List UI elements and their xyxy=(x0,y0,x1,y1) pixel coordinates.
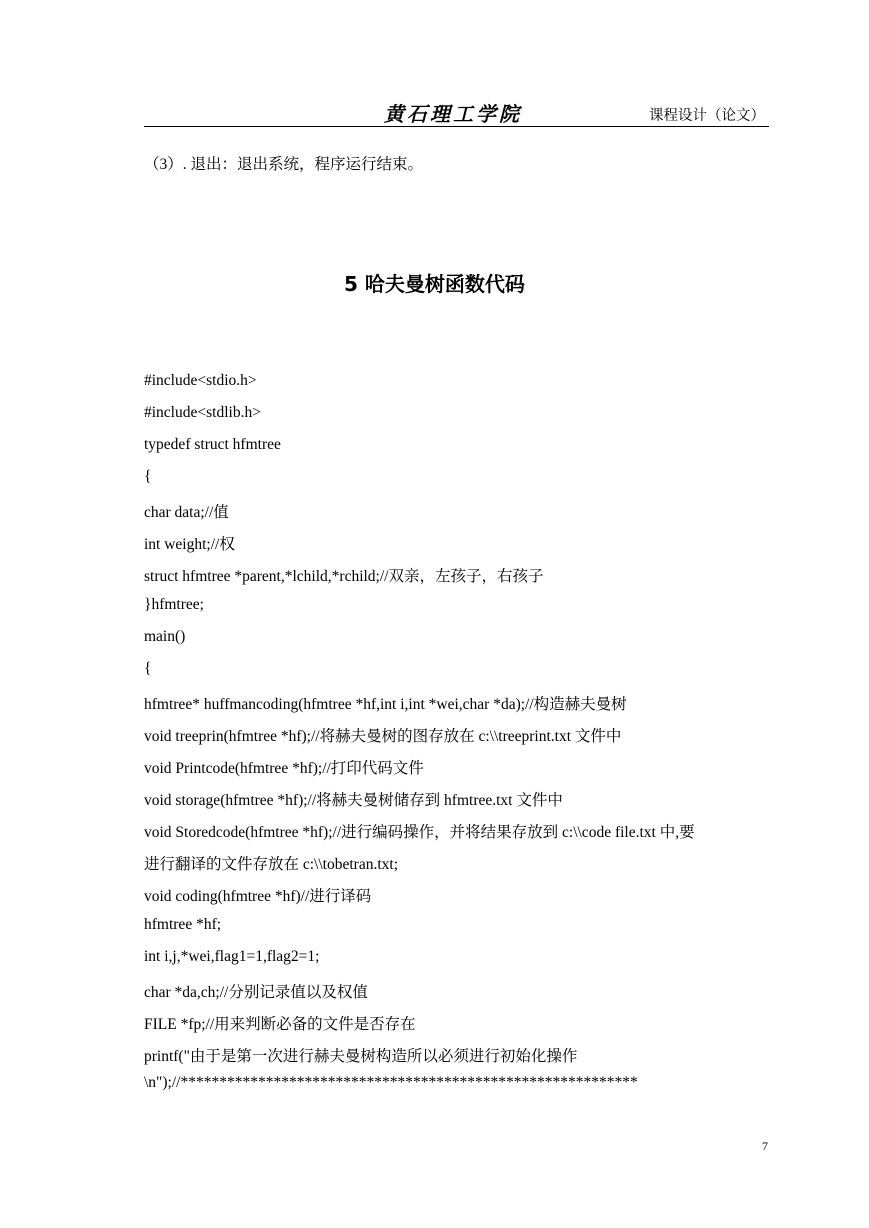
header-course-label: 课程设计（论文） xyxy=(649,108,765,124)
page-number: 7 xyxy=(762,1139,768,1153)
code-line: { xyxy=(144,660,152,677)
code-line: void Storedcode(hfmtree *hf);//进行编码操作，并将结果存放到 c:\\code file.txt 中,要 xyxy=(144,824,695,841)
section-heading: 5 哈夫曼树函数代码 xyxy=(344,272,525,296)
code-line: #include<stdlib.h> xyxy=(144,404,261,421)
code-line: \n");//*********************************************************** xyxy=(144,1074,638,1091)
code-line: int i,j,*wei,flag1=1,flag2=1; xyxy=(144,948,320,965)
code-line: #include<stdio.h> xyxy=(144,372,257,389)
code-line: 进行翻译的文件存放在 c:\\tobetran.txt; xyxy=(144,856,399,873)
code-line: int weight;//权 xyxy=(144,536,235,553)
code-line: typedef struct hfmtree xyxy=(144,436,281,453)
code-line: char *da,ch;//分别记录值以及权值 xyxy=(144,984,368,1001)
code-line: char data;//值 xyxy=(144,504,229,521)
code-line: { xyxy=(144,468,152,485)
code-line: hfmtree *hf; xyxy=(144,916,222,933)
school-logo-text: 黄石理工学院 xyxy=(384,102,522,126)
code-line: main() xyxy=(144,628,186,645)
code-line: void coding(hfmtree *hf)//进行译码 xyxy=(144,888,372,905)
page-header xyxy=(144,94,769,127)
code-line: void storage(hfmtree *hf);//将赫夫曼树储存到 hfmtree.txt 文件中 xyxy=(144,792,563,809)
intro-line: （3）. 退出：退出系统，程序运行结束。 xyxy=(144,156,424,173)
code-line: void Printcode(hfmtree *hf);//打印代码文件 xyxy=(144,760,424,777)
code-line: hfmtree* huffmancoding(hfmtree *hf,int i,int *wei,char *da);//构造赫夫曼树 xyxy=(144,696,627,713)
code-line: }hfmtree; xyxy=(144,596,204,613)
code-line: printf("由于是第一次进行赫夫曼树构造所以必须进行初始化操作 xyxy=(144,1048,578,1065)
code-line: void treeprin(hfmtree *hf);//将赫夫曼树的图存放在 c:\\treeprint.txt 文件中 xyxy=(144,728,622,745)
code-line: FILE *fp;//用来判断必备的文件是否存在 xyxy=(144,1016,416,1033)
code-line: struct hfmtree *parent,*lchild,*rchild;//双亲，左孩子，右孩子 xyxy=(144,568,544,585)
